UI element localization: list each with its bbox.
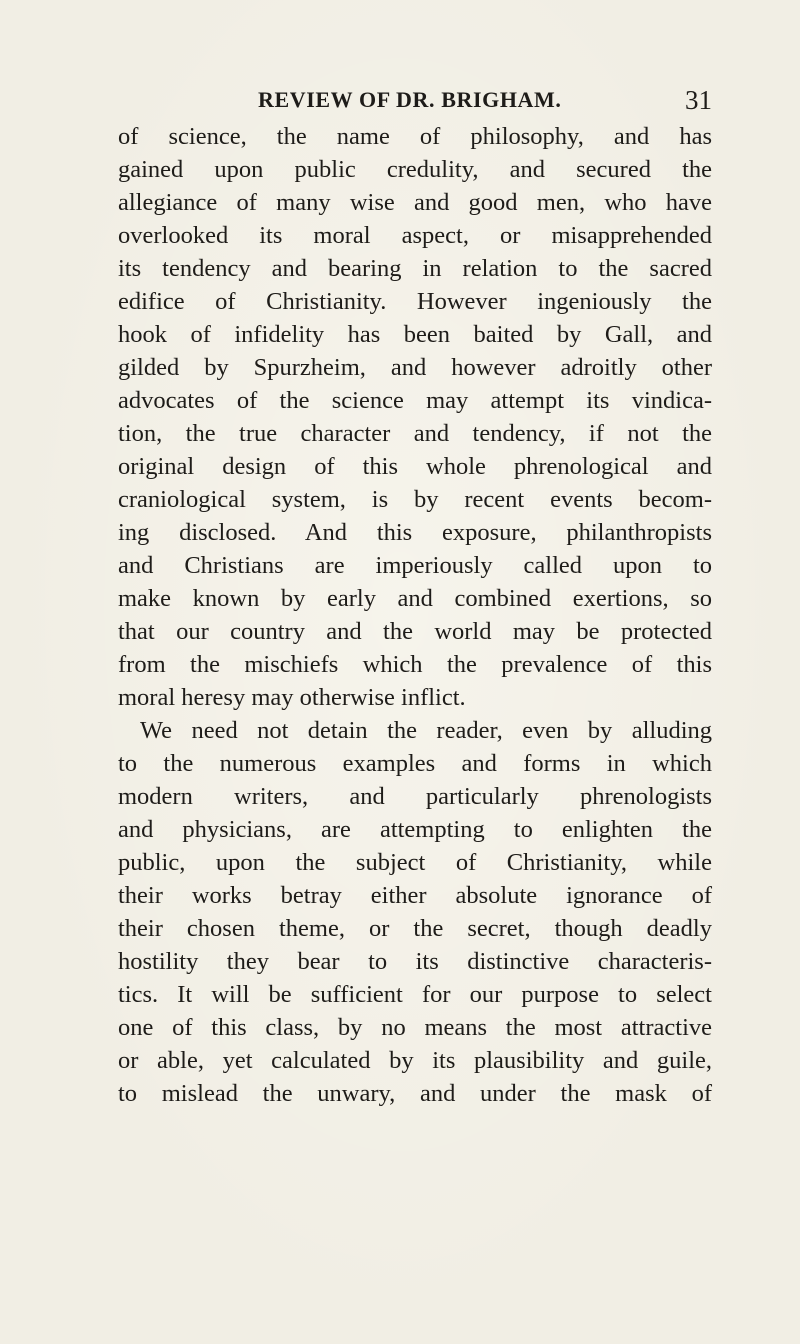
- text-line: hostility they bear to its distinctive characteris-: [118, 948, 712, 975]
- text-line: or able, yet calculated by its plausibility and guile,: [118, 1047, 712, 1074]
- text-line: craniological system, is by recent events becom-: [118, 486, 712, 513]
- text-line: and physicians, are attempting to enlighten the: [118, 816, 712, 843]
- text-line: its tendency and bearing in relation to the sacred: [118, 255, 712, 282]
- text-line: and Christians are imperiously called upon to: [118, 552, 712, 579]
- text-line: modern writers, and particularly phrenologists: [118, 783, 712, 810]
- text-line: tion, the true character and tendency, if not the: [118, 420, 712, 447]
- body-text: [118, 120, 712, 1110]
- text-line: original design of this whole phrenological and: [118, 453, 712, 480]
- text-line: make known by early and combined exertions, so: [118, 585, 712, 612]
- text-line: public, upon the subject of Christianity, while: [118, 849, 712, 876]
- text-line: of science, the name of philosophy, and has: [118, 123, 712, 150]
- text-line: allegiance of many wise and good men, who have: [118, 189, 712, 216]
- paragraph-start-line: We need not detain the reader, even by alluding: [140, 717, 712, 744]
- text-line: tics. It will be sufficient for our purpose to select: [118, 981, 712, 1008]
- paragraph-end-line: moral heresy may otherwise inflict.: [118, 684, 466, 711]
- text-line: gained upon public credulity, and secured the: [118, 156, 712, 183]
- text-line: that our country and the world may be protected: [118, 618, 712, 645]
- text-line: advocates of the science may attempt its vindica-: [118, 387, 712, 414]
- text-line: ing disclosed. And this exposure, philanthropists: [118, 519, 712, 546]
- text-line: edifice of Christianity. However ingeniously the: [118, 288, 712, 315]
- text-line: their works betray either absolute ignorance of: [118, 882, 712, 909]
- text-line: hook of infidelity has been baited by Gall, and: [118, 321, 712, 348]
- running-head: [118, 80, 712, 120]
- text-line: from the mischiefs which the prevalence of this: [118, 651, 712, 678]
- text-line: overlooked its moral aspect, or misapprehended: [118, 222, 712, 249]
- page-number: 31: [685, 85, 712, 115]
- text-line: to mislead the unwary, and under the mask of: [118, 1080, 712, 1107]
- text-line: to the numerous examples and forms in which: [118, 750, 712, 777]
- text-line: one of this class, by no means the most attractive: [118, 1014, 712, 1041]
- text-line: gilded by Spurzheim, and however adroitly other: [118, 354, 712, 381]
- text-line: their chosen theme, or the secret, though deadly: [118, 915, 712, 942]
- running-title: REVIEW OF DR. BRIGHAM.: [258, 87, 562, 112]
